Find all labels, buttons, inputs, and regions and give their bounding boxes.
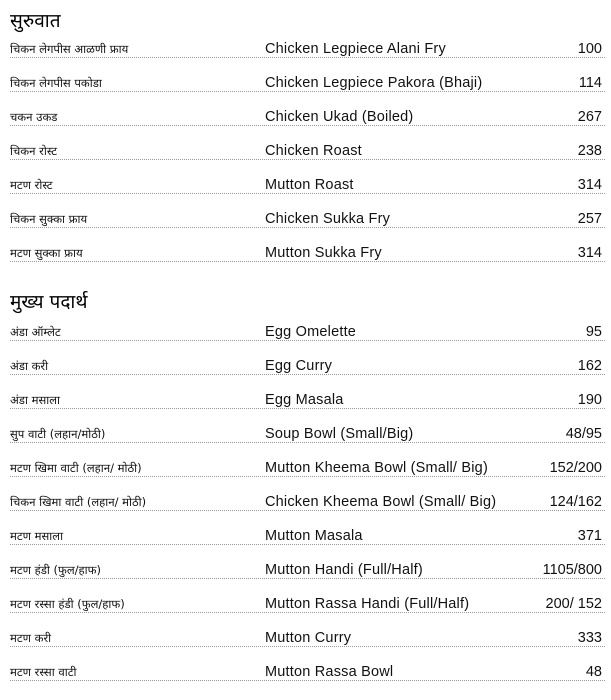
item-price: 200/ 152 bbox=[545, 596, 602, 612]
item-name-marathi: चिकन लेगपीस पकोडा bbox=[10, 76, 102, 90]
item-name-english: Chicken Kheema Bowl (Small/ Big) bbox=[265, 494, 497, 510]
dotted-divider bbox=[10, 510, 605, 511]
menu-item bbox=[0, 425, 611, 445]
item-name-marathi: मटण हंडी (फुल/हाफ) bbox=[10, 563, 101, 577]
item-price: 100 bbox=[577, 41, 602, 57]
item-name-english: Chicken Roast bbox=[265, 143, 362, 159]
menu-item bbox=[0, 561, 611, 581]
section-title: सुरुवात bbox=[10, 10, 61, 32]
item-name-marathi: मटण सुक्का फ्राय bbox=[10, 246, 83, 260]
menu-item bbox=[0, 459, 611, 479]
menu-item bbox=[0, 629, 611, 649]
dotted-divider bbox=[10, 57, 605, 58]
item-name-english: Chicken Sukka Fry bbox=[265, 211, 391, 227]
item-price: 267 bbox=[577, 109, 602, 125]
item-price: 314 bbox=[577, 245, 602, 261]
item-name-marathi: मटण रस्सा हंडी (फुल/हाफ) bbox=[10, 597, 125, 611]
dotted-divider bbox=[10, 476, 605, 477]
dotted-divider bbox=[10, 125, 605, 126]
item-name-marathi: चिकन लेगपीस आळणी फ्राय bbox=[10, 42, 129, 56]
item-name-marathi: चिकन सुक्का फ्राय bbox=[10, 212, 88, 226]
menu-item bbox=[0, 663, 611, 683]
item-price: 152/200 bbox=[549, 460, 602, 476]
dotted-divider bbox=[10, 612, 605, 613]
menu-item bbox=[0, 493, 611, 513]
item-name-marathi: मटण रोस्ट bbox=[10, 178, 53, 192]
item-name-marathi: अंडा ऑम्लेट bbox=[10, 325, 61, 339]
item-price: 314 bbox=[577, 177, 602, 193]
dotted-divider bbox=[10, 578, 605, 579]
item-name-english: Mutton Curry bbox=[265, 630, 352, 646]
item-price: 95 bbox=[585, 324, 602, 340]
dotted-divider bbox=[10, 646, 605, 647]
item-name-marathi: मटण करी bbox=[10, 631, 52, 645]
menu-item bbox=[0, 595, 611, 615]
item-name-english: Mutton Rassa Handi (Full/Half) bbox=[265, 596, 470, 612]
item-name-english: Chicken Ukad (Boiled) bbox=[265, 109, 414, 125]
item-price: 124/162 bbox=[549, 494, 602, 510]
item-name-marathi: चिकन रोस्ट bbox=[10, 144, 58, 158]
dotted-divider bbox=[10, 227, 605, 228]
menu-item bbox=[0, 176, 611, 196]
item-name-english: Mutton Masala bbox=[265, 528, 363, 544]
item-name-marathi: चकन उकड bbox=[10, 110, 58, 124]
item-name-english: Mutton Handi (Full/Half) bbox=[265, 562, 423, 578]
section-title: मुख्य पदार्थ bbox=[10, 291, 88, 313]
item-name-english: Chicken Legpiece Pakora (Bhaji) bbox=[265, 75, 483, 91]
dotted-divider bbox=[10, 374, 605, 375]
item-name-marathi: अंडा करी bbox=[10, 359, 49, 373]
menu-item bbox=[0, 74, 611, 94]
item-price: 371 bbox=[577, 528, 602, 544]
item-name-english: Mutton Rassa Bowl bbox=[265, 664, 394, 680]
item-price: 48/95 bbox=[565, 426, 602, 442]
item-name-english: Egg Curry bbox=[265, 358, 333, 374]
dotted-divider bbox=[10, 408, 605, 409]
item-price: 238 bbox=[577, 143, 602, 159]
item-name-english: Mutton Sukka Fry bbox=[265, 245, 382, 261]
item-name-english: Chicken Legpiece Alani Fry bbox=[265, 41, 446, 57]
item-price: 257 bbox=[577, 211, 602, 227]
dotted-divider bbox=[10, 193, 605, 194]
dotted-divider bbox=[10, 680, 605, 681]
dotted-divider bbox=[10, 442, 605, 443]
item-price: 190 bbox=[577, 392, 602, 408]
menu-item bbox=[0, 323, 611, 343]
menu-item bbox=[0, 210, 611, 230]
item-name-marathi: मटण मसाला bbox=[10, 529, 64, 543]
item-price: 162 bbox=[577, 358, 602, 374]
menu-item bbox=[0, 142, 611, 162]
item-name-english: Egg Omelette bbox=[265, 324, 357, 340]
dotted-divider bbox=[10, 91, 605, 92]
item-price: 48 bbox=[585, 664, 602, 680]
item-price: 114 bbox=[578, 75, 602, 91]
menu-item bbox=[0, 108, 611, 128]
item-name-english: Egg Masala bbox=[265, 392, 344, 408]
item-name-english: Mutton Roast bbox=[265, 177, 354, 193]
dotted-divider bbox=[10, 261, 605, 262]
item-price: 333 bbox=[577, 630, 602, 646]
menu-item bbox=[0, 244, 611, 264]
item-name-english: Soup Bowl (Small/Big) bbox=[265, 426, 414, 442]
item-name-marathi: चिकन खिमा वाटी (लहान/ मोठी) bbox=[10, 495, 147, 509]
item-name-marathi: अंडा मसाला bbox=[10, 393, 60, 407]
item-name-marathi: सुप वाटी (लहान/मोठी) bbox=[10, 427, 106, 441]
menu-item bbox=[0, 527, 611, 547]
item-name-marathi: मटण खिमा वाटी (लहान/ मोठी) bbox=[10, 461, 142, 475]
menu-item bbox=[0, 40, 611, 60]
dotted-divider bbox=[10, 544, 605, 545]
item-name-marathi: मटण रस्सा वाटी bbox=[10, 665, 77, 679]
dotted-divider bbox=[10, 159, 605, 160]
menu-item bbox=[0, 391, 611, 411]
dotted-divider bbox=[10, 340, 605, 341]
menu-item bbox=[0, 357, 611, 377]
item-price: 1105/800 bbox=[542, 562, 602, 578]
item-name-english: Mutton Kheema Bowl (Small/ Big) bbox=[265, 460, 488, 476]
